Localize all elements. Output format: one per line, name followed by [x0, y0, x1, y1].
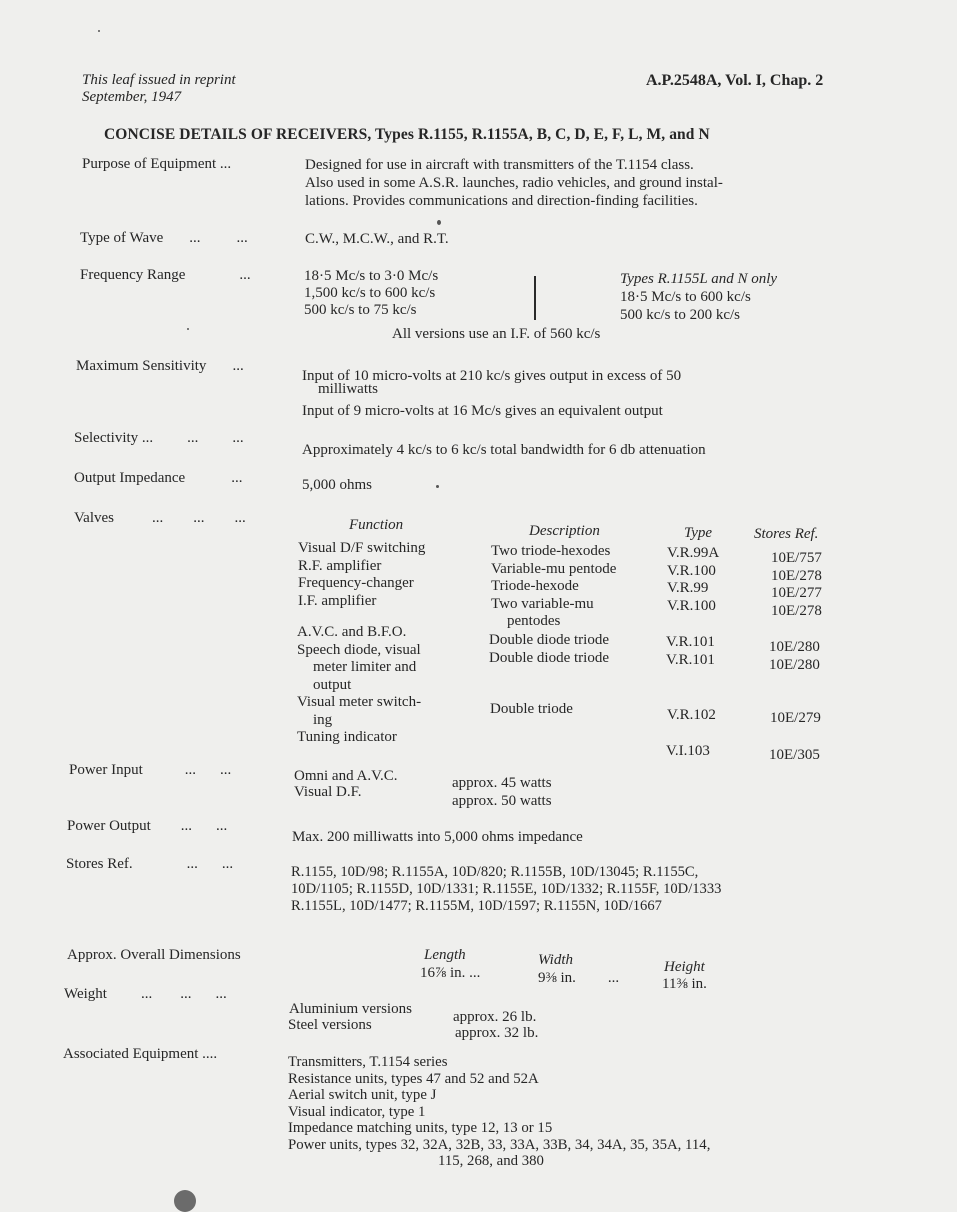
valve-type: V.R.100: [667, 597, 716, 614]
valve-stores-ref: 10E/278: [771, 567, 822, 584]
valve-function: R.F. amplifier: [298, 557, 382, 574]
if-note: All versions use an I.F. of 560 kc/s: [392, 326, 601, 342]
valves-function-column-2: [297, 624, 421, 747]
weight-label: Weight ... ... ...: [64, 986, 227, 1002]
valve-type: V.I.103: [666, 743, 710, 759]
valve-function: Frequency-changer: [298, 575, 414, 591]
frequency-range-line: 18·5 Mc/s to 600 kc/s: [620, 289, 751, 305]
associated-line: Aerial switch unit, type J: [288, 1087, 437, 1103]
purpose-line: Designed for use in aircraft with transmitters of the T.1154 class.: [305, 157, 694, 173]
associated-line: 115, 268, and 380: [438, 1153, 544, 1169]
valve-type: V.R.102: [667, 707, 716, 723]
dimension-height-header: Height: [664, 959, 705, 975]
valve-stores-ref: 10E/305: [769, 747, 820, 763]
valves-type-column: [667, 545, 719, 615]
dimension-length-value: 16⅞ in. ...: [420, 965, 481, 981]
valve-stores-ref: 10E/280: [769, 639, 820, 655]
valve-type: V.R.100: [667, 562, 716, 579]
valve-type: V.R.101: [666, 652, 715, 668]
frequency-label: Frequency Range ...: [80, 267, 251, 283]
valve-function: A.V.C. and B.F.O.: [297, 624, 407, 640]
valve-type: V.R.99A: [667, 545, 720, 561]
stores-line: 10D/1105; R.1155D, 10D/1331; R.1155E, 10D/1332; R.1155F, 10D/1333: [291, 881, 722, 897]
impedance-label: Output Impedance ...: [74, 470, 243, 486]
purpose-text: [305, 156, 723, 210]
punch-hole: [174, 1190, 196, 1212]
wave-label: Type of Wave ... ...: [80, 230, 248, 246]
valves-function-column: [298, 540, 425, 610]
associated-line: Impedance matching units, type 12, 13 or 15: [288, 1120, 553, 1136]
valves-header-description: Description: [529, 523, 600, 539]
power-input-line-1b: approx. 45 watts: [452, 775, 552, 791]
valve-description: pentodes: [507, 613, 561, 629]
dimension-length-header: Length: [424, 947, 466, 963]
ink-speck: [187, 328, 189, 330]
valve-function: meter limiter and: [313, 659, 417, 675]
publication-ref: A.P.2548A, Vol. I, Chap. 2: [646, 72, 824, 89]
ink-speck: [98, 30, 100, 32]
dimension-height-value: 11⅜ in.: [662, 976, 707, 992]
valve-description: Variable-mu pentode: [491, 560, 617, 577]
issue-note: [82, 72, 236, 106]
valves-header-function: Function: [349, 517, 404, 533]
associated-line: Visual indicator, type 1: [288, 1103, 426, 1120]
dimension-width-header: Width: [538, 952, 574, 968]
impedance-value: 5,000 ohms: [302, 477, 373, 493]
weight-line-2b: approx. 32 lb.: [455, 1025, 539, 1041]
issue-line-2: September, 1947: [82, 89, 182, 105]
valve-stores-ref: 10E/277: [771, 585, 822, 601]
wave-value: C.W., M.C.W., and R.T.: [305, 231, 449, 247]
selectivity-label: Selectivity ... ... ...: [74, 430, 244, 446]
valve-function: Tuning indicator: [297, 729, 397, 745]
dimension-width-value: 9⅜ in. ...: [538, 970, 620, 986]
valve-function: ing: [313, 711, 333, 728]
valves-type-column-2: [666, 633, 715, 669]
frequency-range-line: 18·5 Mc/s to 3·0 Mc/s: [304, 268, 439, 284]
sensitivity-line-2: Input of 9 micro-volts at 16 Mc/s gives an equivalent output: [302, 403, 663, 419]
weight-line-1a: Aluminium versions: [289, 1001, 412, 1017]
power-output-label: Power Output ... ...: [67, 818, 228, 834]
associated-line: Power units, types 32, 32A, 32B, 33, 33A, 33B, 34, 34A, 35, 35A, 114,: [288, 1136, 711, 1153]
stores-line: R.1155L, 10D/1477; R.1155M, 10D/1597; R.1155N, 10D/1667: [291, 898, 662, 914]
frequency-right-title: Types R.1155L and N only: [620, 271, 778, 287]
valve-function: Visual meter switch-: [297, 694, 422, 710]
valve-description: Double diode triode: [489, 632, 609, 648]
frequency-left: [304, 268, 438, 319]
purpose-line: lations. Provides communications and direction-finding facilities.: [305, 193, 698, 209]
valve-function: Speech diode, visual: [297, 641, 421, 658]
valves-stores-column-2: [769, 638, 820, 674]
issue-line-1: This leaf issued in reprint: [82, 72, 236, 88]
power-input-line-1a: Omni and A.V.C.: [294, 768, 398, 784]
stores-list: [291, 864, 721, 915]
selectivity-value: Approximately 4 kc/s to 6 kc/s total bandwidth for 6 db attenuation: [302, 442, 706, 458]
valve-type: V.R.99: [667, 580, 709, 596]
valves-description-column: [491, 543, 616, 631]
valve-description: Two variable-mu: [491, 595, 594, 612]
associated-line: Resistance units, types 47 and 52 and 52A: [288, 1070, 539, 1087]
sensitivity-label: Maximum Sensitivity ...: [76, 358, 244, 374]
valve-description: Two triode-hexodes: [491, 543, 611, 559]
frequency-divider: [534, 276, 536, 320]
valve-function: output: [313, 676, 352, 693]
power-output-value: Max. 200 milliwatts into 5,000 ohms impedance: [292, 829, 583, 845]
valve-description: Triode-hexode: [491, 578, 579, 594]
valve-description: Double diode triode: [489, 650, 609, 666]
valve-function: Visual D/F switching: [298, 540, 426, 556]
frequency-range-line: 1,500 kc/s to 600 kc/s: [304, 285, 436, 301]
frequency-range-line: 500 kc/s to 200 kc/s: [620, 307, 740, 323]
valve-function: I.F. amplifier: [298, 592, 377, 609]
weight-line-2a: Steel versions: [288, 1017, 372, 1033]
ink-speck: [437, 220, 441, 225]
associated-label: Associated Equipment ....: [63, 1046, 218, 1062]
power-input-label: Power Input ... ...: [69, 762, 232, 778]
valve-type: V.R.101: [666, 634, 715, 650]
page-title: CONCISE DETAILS OF RECEIVERS, Types R.1155, R.1155A, B, C, D, E, F, L, M, and N: [104, 126, 710, 143]
valves-header-type: Type: [684, 525, 713, 541]
ink-speck: [436, 485, 439, 488]
purpose-line: Also used in some A.S.R. launches, radio vehicles, and ground instal-: [305, 175, 723, 191]
stores-line: R.1155, 10D/98; R.1155A, 10D/820; R.1155B, 10D/13045; R.1155C,: [291, 864, 699, 880]
purpose-label: Purpose of Equipment ...: [82, 156, 232, 172]
valve-stores-ref: 10E/280: [769, 657, 820, 673]
stores-label: Stores Ref. ... ...: [66, 856, 234, 872]
associated-list: [288, 1054, 710, 1170]
valve-description: Double triode: [490, 701, 573, 717]
valves-label: Valves ... ... ...: [74, 510, 246, 526]
frequency-right: [620, 270, 777, 324]
valve-stores-ref: 10E/278: [771, 602, 822, 619]
valves-description-column-2: [489, 631, 609, 667]
valve-stores-ref: 10E/757: [771, 550, 822, 566]
sensitivity-line-1: Input of 10 micro-volts at 210 kc/s gives output in excess of 50: [302, 368, 682, 384]
power-input-line-2b: approx. 50 watts: [452, 793, 552, 809]
weight-line-1b: approx. 26 lb.: [453, 1009, 537, 1025]
valve-stores-ref: 10E/279: [770, 710, 821, 726]
power-input-line-2a: Visual D.F.: [294, 784, 362, 800]
valves-stores-column: [771, 550, 822, 620]
valves-header-stores: Stores Ref.: [754, 526, 819, 542]
sensitivity-line-1b: milliwatts: [318, 381, 378, 397]
dimensions-label: Approx. Overall Dimensions: [67, 947, 241, 963]
associated-line: Transmitters, T.1154 series: [288, 1054, 448, 1070]
frequency-range-line: 500 kc/s to 75 kc/s: [304, 302, 417, 318]
